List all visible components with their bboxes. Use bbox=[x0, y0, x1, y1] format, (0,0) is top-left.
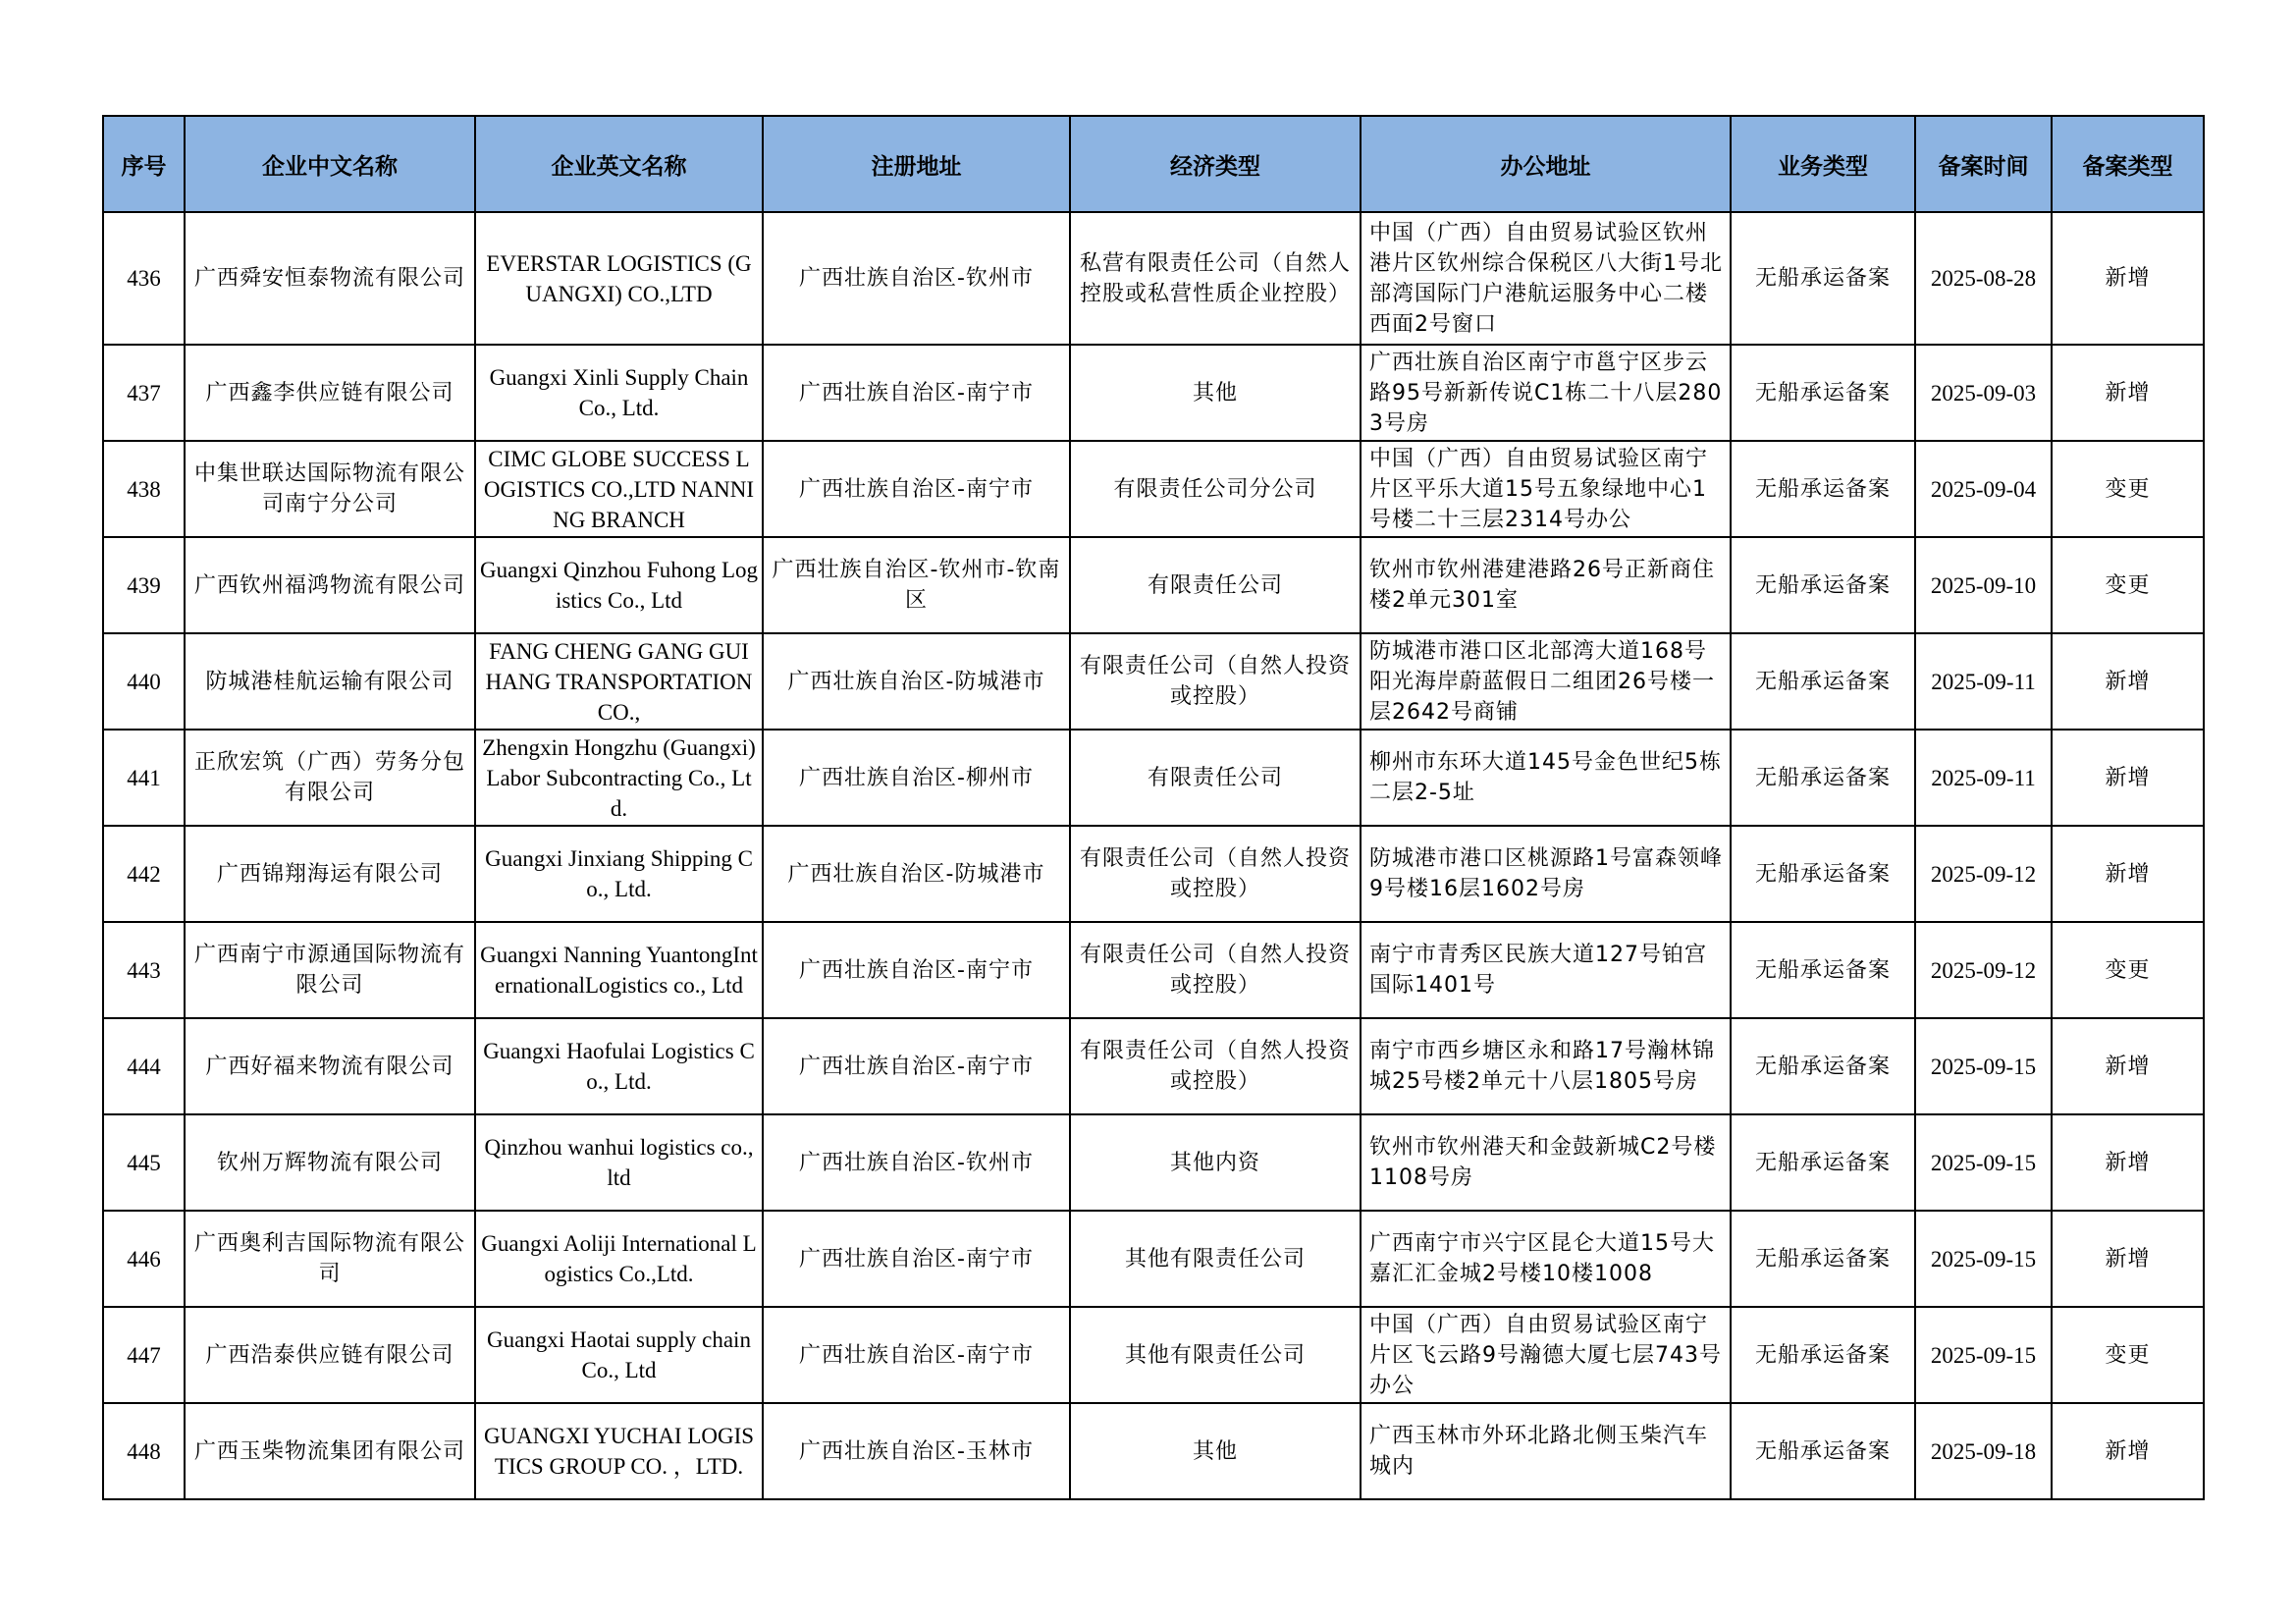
cell-business-type: 无船承运备案 bbox=[1731, 826, 1915, 922]
cell-economic-type: 其他有限责任公司 bbox=[1070, 1211, 1361, 1307]
cell-company-name-en: Qinzhou wanhui logistics co., ltd bbox=[475, 1114, 763, 1211]
cell-filing-type: 新增 bbox=[2052, 212, 2204, 345]
cell-filing-date: 2025-09-12 bbox=[1915, 826, 2052, 922]
cell-filing-type: 变更 bbox=[2052, 537, 2204, 633]
cell-company-name-en: EVERSTAR LOGISTICS (GUANGXI) CO.,LTD bbox=[475, 212, 763, 345]
cell-economic-type: 有限责任公司（自然人投资或控股） bbox=[1070, 826, 1361, 922]
cell-registered-address: 广西壮族自治区-南宁市 bbox=[763, 1018, 1070, 1114]
cell-company-name-en: Guangxi Jinxiang Shipping Co., Ltd. bbox=[475, 826, 763, 922]
cell-filing-type: 新增 bbox=[2052, 345, 2204, 441]
cell-economic-type: 有限责任公司（自然人投资或控股） bbox=[1070, 922, 1361, 1018]
cell-company-name-en: CIMC GLOBE SUCCESS LOGISTICS CO.,LTD NANNING BRANCH bbox=[475, 441, 763, 537]
cell-registered-address: 广西壮族自治区-钦州市 bbox=[763, 1114, 1070, 1211]
cell-company-name-cn: 广西舜安恒泰物流有限公司 bbox=[185, 212, 475, 345]
header-company-name-cn: 企业中文名称 bbox=[185, 116, 475, 212]
header-economic-type: 经济类型 bbox=[1070, 116, 1361, 212]
cell-business-type: 无船承运备案 bbox=[1731, 922, 1915, 1018]
cell-office-address: 防城港市港口区北部湾大道168号阳光海岸蔚蓝假日二组团26号楼一层2642号商铺 bbox=[1361, 633, 1731, 730]
cell-business-type: 无船承运备案 bbox=[1731, 537, 1915, 633]
cell-company-name-cn: 正欣宏筑（广西）劳务分包有限公司 bbox=[185, 730, 475, 826]
cell-company-name-cn: 广西玉柴物流集团有限公司 bbox=[185, 1403, 475, 1499]
cell-serial-number: 445 bbox=[103, 1114, 185, 1211]
cell-filing-date: 2025-08-28 bbox=[1915, 212, 2052, 345]
table-row bbox=[103, 1018, 2204, 1114]
table-row bbox=[103, 633, 2204, 730]
cell-serial-number: 437 bbox=[103, 345, 185, 441]
table-row bbox=[103, 730, 2204, 826]
cell-company-name-cn: 广西浩泰供应链有限公司 bbox=[185, 1307, 475, 1403]
cell-office-address: 柳州市东环大道145号金色世纪5栋二层2-5址 bbox=[1361, 730, 1731, 826]
header-registered-address: 注册地址 bbox=[763, 116, 1070, 212]
cell-filing-type: 新增 bbox=[2052, 730, 2204, 826]
cell-office-address: 钦州市钦州港建港路26号正新商住楼2单元301室 bbox=[1361, 537, 1731, 633]
cell-filing-date: 2025-09-11 bbox=[1915, 633, 2052, 730]
cell-registered-address: 广西壮族自治区-南宁市 bbox=[763, 441, 1070, 537]
cell-filing-date: 2025-09-12 bbox=[1915, 922, 2052, 1018]
cell-serial-number: 438 bbox=[103, 441, 185, 537]
cell-economic-type: 其他 bbox=[1070, 345, 1361, 441]
cell-company-name-en: GUANGXI YUCHAI LOGISTICS GROUP CO. ，LTD. bbox=[475, 1403, 763, 1499]
header-company-name-en: 企业英文名称 bbox=[475, 116, 763, 212]
cell-company-name-cn: 中集世联达国际物流有限公司南宁分公司 bbox=[185, 441, 475, 537]
cell-business-type: 无船承运备案 bbox=[1731, 1307, 1915, 1403]
header-office-address: 办公地址 bbox=[1361, 116, 1731, 212]
cell-filing-date: 2025-09-10 bbox=[1915, 537, 2052, 633]
cell-company-name-en: Zhengxin Hongzhu (Guangxi) Labor Subcontracting Co., Ltd. bbox=[475, 730, 763, 826]
cell-office-address: 广西玉林市外环北路北侧玉柴汽车城内 bbox=[1361, 1403, 1731, 1499]
cell-company-name-en: Guangxi Nanning YuantongInternationalLogistics co., Ltd bbox=[475, 922, 763, 1018]
cell-office-address: 广西壮族自治区南宁市邕宁区步云路95号新新传说C1栋二十八层2803号房 bbox=[1361, 345, 1731, 441]
cell-registered-address: 广西壮族自治区-南宁市 bbox=[763, 922, 1070, 1018]
cell-economic-type: 其他有限责任公司 bbox=[1070, 1307, 1361, 1403]
table-row bbox=[103, 441, 2204, 537]
cell-office-address: 南宁市青秀区民族大道127号铂宫国际1401号 bbox=[1361, 922, 1731, 1018]
cell-business-type: 无船承运备案 bbox=[1731, 1211, 1915, 1307]
cell-business-type: 无船承运备案 bbox=[1731, 633, 1915, 730]
cell-company-name-en: Guangxi Haofulai Logistics Co., Ltd. bbox=[475, 1018, 763, 1114]
cell-economic-type: 其他内资 bbox=[1070, 1114, 1361, 1211]
table-row bbox=[103, 922, 2204, 1018]
cell-office-address: 中国（广西）自由贸易试验区南宁片区飞云路9号瀚德大厦七层743号办公 bbox=[1361, 1307, 1731, 1403]
cell-company-name-cn: 广西南宁市源通国际物流有限公司 bbox=[185, 922, 475, 1018]
table-row bbox=[103, 1307, 2204, 1403]
header-filing-date: 备案时间 bbox=[1915, 116, 2052, 212]
cell-registered-address: 广西壮族自治区-柳州市 bbox=[763, 730, 1070, 826]
cell-registered-address: 广西壮族自治区-南宁市 bbox=[763, 345, 1070, 441]
cell-office-address: 南宁市西乡塘区永和路17号瀚林锦城25号楼2单元十八层1805号房 bbox=[1361, 1018, 1731, 1114]
table-row bbox=[103, 826, 2204, 922]
cell-business-type: 无船承运备案 bbox=[1731, 1403, 1915, 1499]
cell-business-type: 无船承运备案 bbox=[1731, 1114, 1915, 1211]
cell-serial-number: 439 bbox=[103, 537, 185, 633]
cell-company-name-cn: 广西好福来物流有限公司 bbox=[185, 1018, 475, 1114]
cell-company-name-en: FANG CHENG GANG GUI HANG TRANSPORTATION CO., bbox=[475, 633, 763, 730]
cell-filing-date: 2025-09-15 bbox=[1915, 1114, 2052, 1211]
table-row bbox=[103, 1211, 2204, 1307]
cell-serial-number: 442 bbox=[103, 826, 185, 922]
cell-company-name-en: Guangxi Qinzhou Fuhong Logistics Co., Ltd bbox=[475, 537, 763, 633]
cell-serial-number: 448 bbox=[103, 1403, 185, 1499]
cell-filing-type: 新增 bbox=[2052, 633, 2204, 730]
cell-filing-date: 2025-09-15 bbox=[1915, 1307, 2052, 1403]
cell-economic-type: 有限责任公司（自然人投资或控股） bbox=[1070, 1018, 1361, 1114]
cell-company-name-cn: 广西钦州福鸿物流有限公司 bbox=[185, 537, 475, 633]
cell-filing-type: 新增 bbox=[2052, 1018, 2204, 1114]
cell-company-name-cn: 广西鑫李供应链有限公司 bbox=[185, 345, 475, 441]
cell-serial-number: 436 bbox=[103, 212, 185, 345]
table-row bbox=[103, 1403, 2204, 1499]
cell-company-name-en: Guangxi Haotai supply chain Co., Ltd bbox=[475, 1307, 763, 1403]
cell-filing-type: 新增 bbox=[2052, 826, 2204, 922]
cell-serial-number: 446 bbox=[103, 1211, 185, 1307]
cell-company-name-en: Guangxi Xinli Supply Chain Co., Ltd. bbox=[475, 345, 763, 441]
header-row bbox=[103, 116, 2204, 212]
cell-serial-number: 447 bbox=[103, 1307, 185, 1403]
cell-office-address: 中国（广西）自由贸易试验区钦州港片区钦州综合保税区八大街1号北部湾国际门户港航运服务中心二楼西面2号窗口 bbox=[1361, 212, 1731, 345]
cell-company-name-cn: 防城港桂航运输有限公司 bbox=[185, 633, 475, 730]
cell-serial-number: 444 bbox=[103, 1018, 185, 1114]
cell-filing-date: 2025-09-18 bbox=[1915, 1403, 2052, 1499]
cell-economic-type: 有限责任公司（自然人投资或控股） bbox=[1070, 633, 1361, 730]
cell-filing-type: 新增 bbox=[2052, 1211, 2204, 1307]
cell-filing-date: 2025-09-11 bbox=[1915, 730, 2052, 826]
cell-office-address: 广西南宁市兴宁区昆仑大道15号大嘉汇汇金城2号楼10楼1008 bbox=[1361, 1211, 1731, 1307]
cell-serial-number: 441 bbox=[103, 730, 185, 826]
cell-filing-date: 2025-09-15 bbox=[1915, 1018, 2052, 1114]
cell-filing-type: 新增 bbox=[2052, 1403, 2204, 1499]
cell-filing-type: 变更 bbox=[2052, 441, 2204, 537]
cell-registered-address: 广西壮族自治区-钦州市-钦南区 bbox=[763, 537, 1070, 633]
cell-registered-address: 广西壮族自治区-南宁市 bbox=[763, 1211, 1070, 1307]
header-business-type: 业务类型 bbox=[1731, 116, 1915, 212]
cell-registered-address: 广西壮族自治区-防城港市 bbox=[763, 633, 1070, 730]
cell-business-type: 无船承运备案 bbox=[1731, 212, 1915, 345]
cell-business-type: 无船承运备案 bbox=[1731, 345, 1915, 441]
table-body bbox=[103, 212, 2204, 1499]
cell-office-address: 中国（广西）自由贸易试验区南宁片区平乐大道15号五象绿地中心1号楼二十三层2314号办公 bbox=[1361, 441, 1731, 537]
cell-filing-type: 变更 bbox=[2052, 922, 2204, 1018]
cell-filing-date: 2025-09-04 bbox=[1915, 441, 2052, 537]
table-row bbox=[103, 537, 2204, 633]
cell-business-type: 无船承运备案 bbox=[1731, 730, 1915, 826]
cell-filing-date: 2025-09-03 bbox=[1915, 345, 2052, 441]
cell-economic-type: 其他 bbox=[1070, 1403, 1361, 1499]
cell-registered-address: 广西壮族自治区-南宁市 bbox=[763, 1307, 1070, 1403]
cell-economic-type: 有限责任公司分公司 bbox=[1070, 441, 1361, 537]
cell-business-type: 无船承运备案 bbox=[1731, 441, 1915, 537]
table-row bbox=[103, 212, 2204, 345]
table-row bbox=[103, 1114, 2204, 1211]
cell-serial-number: 440 bbox=[103, 633, 185, 730]
cell-office-address: 防城港市港口区桃源路1号富森领峰9号楼16层1602号房 bbox=[1361, 826, 1731, 922]
cell-company-name-en: Guangxi Aoliji International Logistics Co.,Ltd. bbox=[475, 1211, 763, 1307]
cell-company-name-cn: 广西锦翔海运有限公司 bbox=[185, 826, 475, 922]
cell-registered-address: 广西壮族自治区-玉林市 bbox=[763, 1403, 1070, 1499]
cell-economic-type: 有限责任公司 bbox=[1070, 730, 1361, 826]
cell-serial-number: 443 bbox=[103, 922, 185, 1018]
cell-company-name-cn: 广西奥利吉国际物流有限公司 bbox=[185, 1211, 475, 1307]
filing-records-table-wrap bbox=[102, 115, 2203, 1500]
cell-economic-type: 私营有限责任公司（自然人控股或私营性质企业控股） bbox=[1070, 212, 1361, 345]
cell-filing-type: 新增 bbox=[2052, 1114, 2204, 1211]
cell-filing-type: 变更 bbox=[2052, 1307, 2204, 1403]
cell-registered-address: 广西壮族自治区-钦州市 bbox=[763, 212, 1070, 345]
cell-economic-type: 有限责任公司 bbox=[1070, 537, 1361, 633]
table-row bbox=[103, 345, 2204, 441]
cell-filing-date: 2025-09-15 bbox=[1915, 1211, 2052, 1307]
cell-registered-address: 广西壮族自治区-防城港市 bbox=[763, 826, 1070, 922]
cell-business-type: 无船承运备案 bbox=[1731, 1018, 1915, 1114]
table-header bbox=[103, 116, 2204, 212]
header-filing-type: 备案类型 bbox=[2052, 116, 2204, 212]
cell-company-name-cn: 钦州万辉物流有限公司 bbox=[185, 1114, 475, 1211]
filing-records-table bbox=[102, 115, 2205, 1500]
cell-office-address: 钦州市钦州港天和金鼓新城C2号楼1108号房 bbox=[1361, 1114, 1731, 1211]
header-serial-number: 序号 bbox=[103, 116, 185, 212]
